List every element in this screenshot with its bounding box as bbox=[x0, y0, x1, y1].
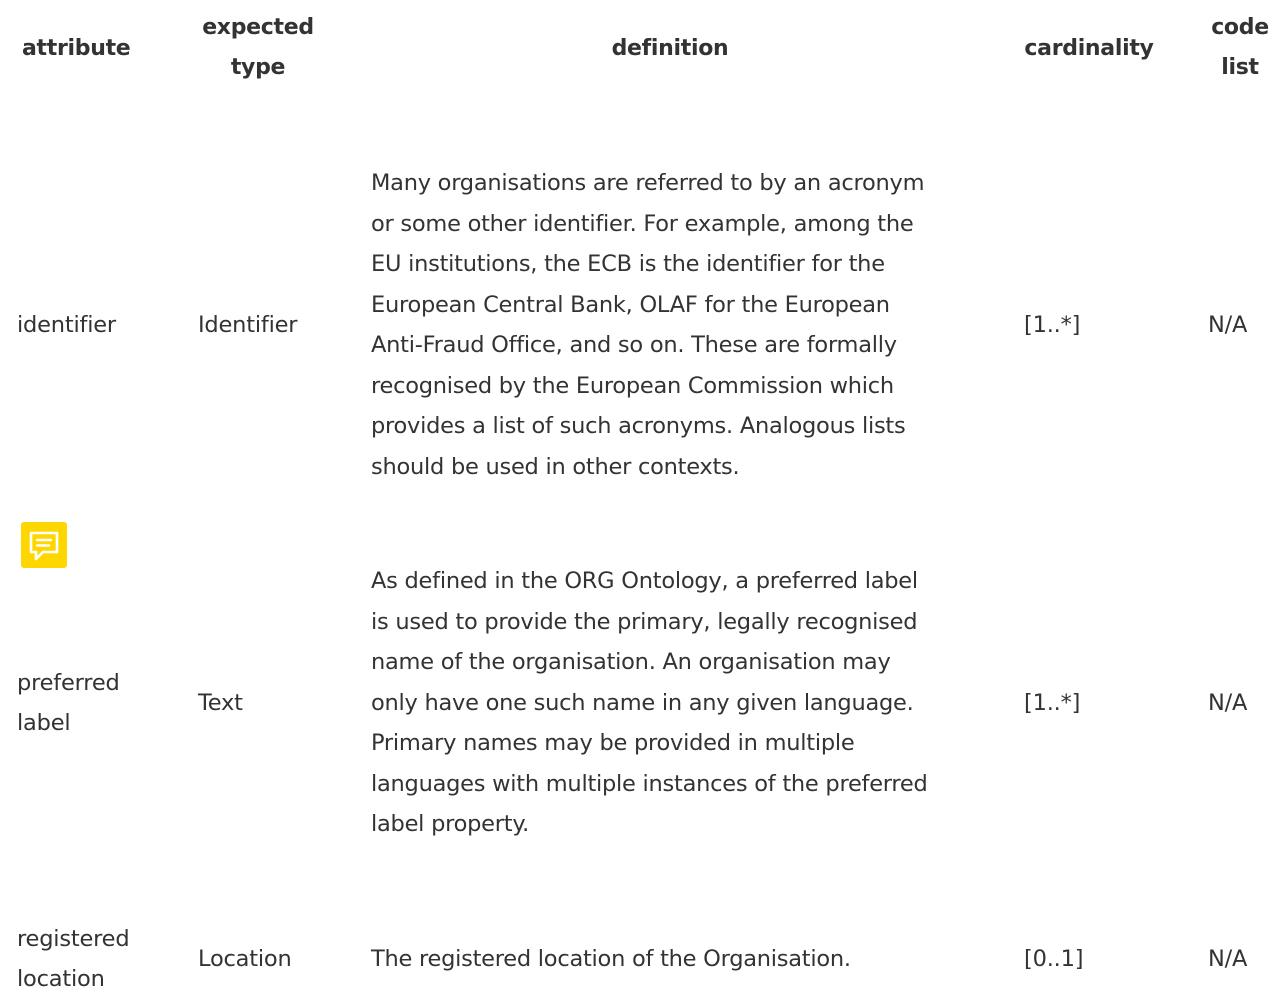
header-line: expected bbox=[202, 15, 314, 40]
definition-line: should be used in other contexts. bbox=[371, 453, 740, 480]
definition-line: EU institutions, the ECB is the identifier for the bbox=[371, 251, 885, 277]
table-cell-code-list: N/A bbox=[1208, 946, 1248, 972]
table-cell-expected-type: Location bbox=[198, 946, 292, 972]
table-cell-code-list: N/A bbox=[1208, 690, 1248, 716]
table-cell-code-list: N/A bbox=[1208, 312, 1248, 338]
definition-line: or some other identifier. For example, among the bbox=[371, 210, 914, 237]
header-attribute bbox=[22, 29, 140, 69]
header-code-list bbox=[1204, 8, 1273, 88]
table-cell-definition bbox=[371, 561, 928, 845]
table-cell-definition bbox=[371, 163, 924, 487]
header-line: attribute bbox=[22, 36, 131, 61]
table-cell-attribute bbox=[17, 663, 120, 743]
table-cell-cardinality: [1..*] bbox=[1024, 690, 1081, 716]
definition-line: is used to provide the primary, legally recognised bbox=[371, 608, 918, 635]
cell-line: label bbox=[17, 710, 71, 736]
header-expected-type bbox=[186, 8, 330, 88]
header-cardinality bbox=[1016, 29, 1162, 69]
definition-line: only have one such name in any given language. bbox=[371, 689, 914, 716]
definition-line: label property. bbox=[371, 811, 530, 837]
header-line: code bbox=[1211, 15, 1269, 40]
header-line: list bbox=[1221, 55, 1259, 80]
cell-line: identifier bbox=[17, 312, 116, 338]
definition-line: languages with multiple instances of the preferred bbox=[371, 770, 928, 797]
table-cell-attribute bbox=[17, 919, 129, 987]
table-cell-definition bbox=[371, 939, 851, 980]
comment-icon[interactable] bbox=[21, 522, 67, 568]
definition-line: provides a list of such acronyms. Analogous lists bbox=[371, 413, 906, 439]
definition-line: recognised by the European Commission which bbox=[371, 372, 894, 399]
comment-icon-graphic bbox=[21, 522, 67, 568]
cell-line: preferred bbox=[17, 670, 120, 696]
table-cell-attribute bbox=[17, 305, 116, 345]
definition-line: As defined in the ORG Ontology, a preferred label bbox=[371, 568, 918, 594]
header-line: cardinality bbox=[1024, 36, 1154, 61]
cell-line: registered bbox=[17, 926, 130, 952]
header-definition bbox=[570, 29, 770, 69]
table-cell-expected-type: Text bbox=[198, 690, 243, 716]
cell-line: location bbox=[17, 966, 105, 987]
definition-line: Anti-Fraud Office, and so on. These are formally bbox=[371, 332, 897, 358]
definition-line: Primary names may be provided in multiple bbox=[371, 730, 855, 756]
table-cell-cardinality: [1..*] bbox=[1024, 312, 1081, 338]
table-cell-cardinality: [0..1] bbox=[1024, 946, 1084, 972]
table-cell-expected-type: Identifier bbox=[198, 312, 298, 338]
definition-line: Many organisations are referred to by an acronym bbox=[371, 170, 925, 196]
definition-line: name of the organisation. An organisation may bbox=[371, 649, 891, 675]
definition-line: European Central Bank, OLAF for the European bbox=[371, 291, 890, 318]
header-line: type bbox=[230, 55, 286, 80]
header-line: definition bbox=[611, 36, 729, 61]
definition-line: The registered location of the Organisation. bbox=[371, 946, 851, 972]
